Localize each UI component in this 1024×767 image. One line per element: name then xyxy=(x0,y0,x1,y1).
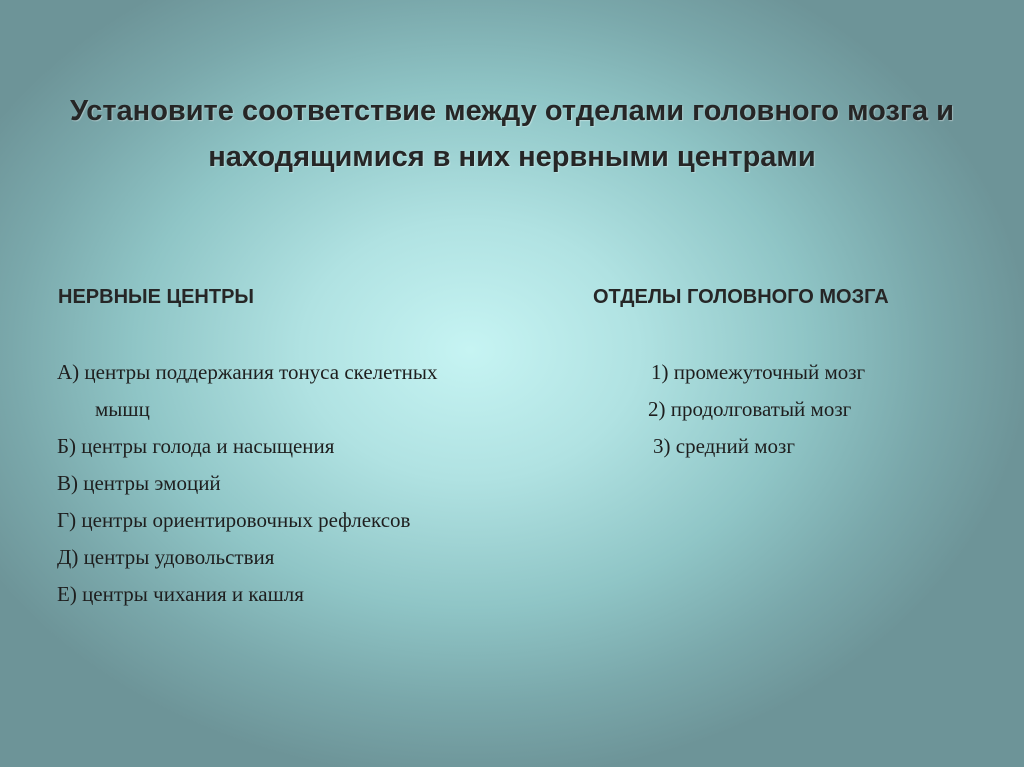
brain-part-item-1: 1) промежуточный мозг xyxy=(651,360,866,384)
brain-parts-list xyxy=(640,354,1000,465)
slide-title-line-1: Установите соответствие между отделами головного мозга и xyxy=(70,95,954,127)
nerve-centers-heading: НЕРВНЫЕ ЦЕНТРЫ xyxy=(58,286,255,308)
nerve-center-item-a xyxy=(57,354,557,428)
slide-title xyxy=(0,88,1024,180)
nerve-center-item-continuation: мышц xyxy=(95,397,150,421)
nerve-center-item-b: Б) центры голода и насыщения xyxy=(57,434,335,458)
nerve-centers-list xyxy=(57,354,557,613)
nerve-center-item-g: Г) центры ориентировочных рефлексов xyxy=(57,508,411,532)
nerve-center-item-d: Д) центры удовольствия xyxy=(57,545,275,569)
slide-title-line-2: находящимися в них нервными центрами xyxy=(208,141,816,173)
nerve-center-item-e: Е) центры чихания и кашля xyxy=(57,582,304,606)
nerve-center-item-text: А) центры поддержания тонуса скелетных xyxy=(57,360,438,384)
brain-parts-heading: ОТДЕЛЫ ГОЛОВНОГО МОЗГА xyxy=(593,286,889,308)
brain-part-item-3: 3) средний мозг xyxy=(653,434,795,458)
brain-part-item-2: 2) продолговатый мозг xyxy=(648,397,852,421)
nerve-center-item-v: В) центры эмоций xyxy=(57,471,221,495)
